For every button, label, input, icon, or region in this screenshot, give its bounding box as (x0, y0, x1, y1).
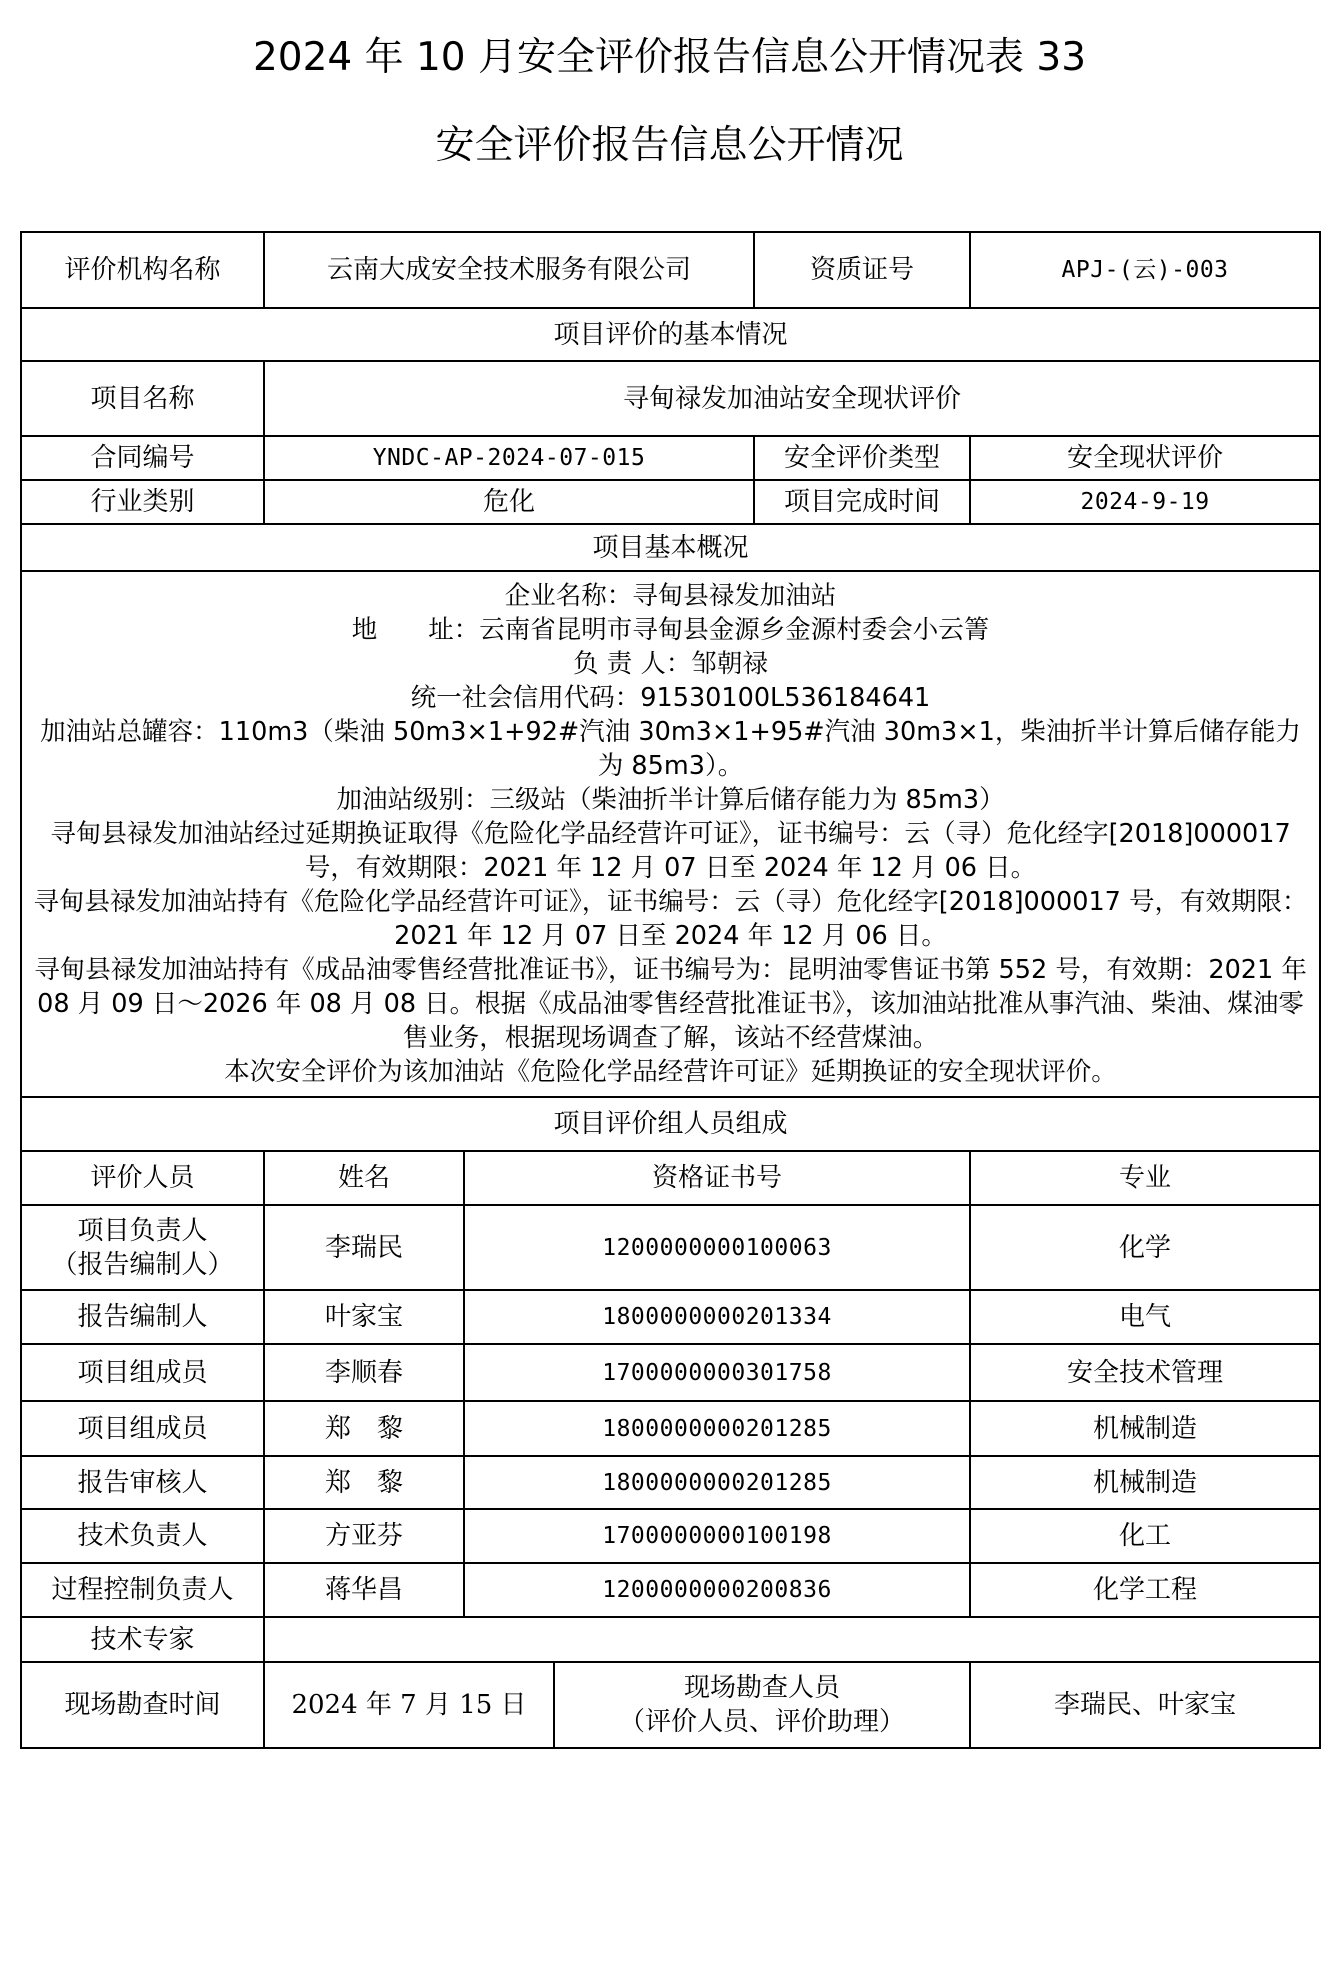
document-subtitle: 安全评价报告信息公开情况 (435, 123, 904, 168)
member-cert: 1700000000301758 (464, 1344, 970, 1401)
table-row (21, 1563, 1320, 1617)
overview-text (21, 571, 1320, 1097)
member-major: 安全技术管理 (970, 1344, 1320, 1401)
basic-header-row (21, 308, 1320, 361)
survey-row (21, 1662, 1320, 1748)
overview-line: 加油站级别：三级站（柴油折半计算后储存能力为 85m3） (336, 785, 1005, 815)
survey-time: 2024 年 7 月 15 日 (264, 1662, 554, 1748)
overview-line: 寻甸县禄发加油站持有《危险化学品经营许可证》，证书编号：云（寻）危化经字[2018]000017 号，有效期限：2021 年 12 月 07 日至 2024 年 12 月 06 日。 (33, 887, 1308, 951)
member-major: 化学工程 (970, 1563, 1320, 1617)
industry-label: 行业类别 (21, 480, 264, 524)
expert-value (264, 1617, 1320, 1662)
member-name: 郑 黎 (264, 1401, 464, 1456)
member-name: 叶家宝 (264, 1290, 464, 1344)
member-major: 化学 (970, 1205, 1320, 1290)
member-role-line: 项目负责人 (77, 1215, 208, 1246)
project-row (21, 361, 1320, 436)
overview-line: 加油站总罐容：110m3（柴油 50m3×1+92#汽油 30m3×1+95#汽油 30m3×1，柴油折半计算后储存能力为 85m3）。 (40, 717, 1301, 781)
eval-type: 安全现状评价 (970, 436, 1320, 480)
completion-date: 2024-9-19 (970, 480, 1320, 524)
column-header-role: 评价人员 (21, 1151, 264, 1205)
survey-time-label: 现场勘查时间 (21, 1662, 264, 1748)
member-role: 报告审核人 (21, 1456, 264, 1509)
overview-line: 企业名称：寻甸县禄发加油站 (504, 581, 837, 611)
survey-staff-label-note: （评价人员、评价助理） (619, 1707, 906, 1737)
member-cert: 1800000000201334 (464, 1290, 970, 1344)
member-major: 机械制造 (970, 1401, 1320, 1456)
overview-line: 寻甸县禄发加油站持有《成品油零售经营批准证书》，证书编号为：昆明油零售证书第 552 号，有效期：2021 年 08 月 09 日～2026 年 08 月 08 日。根据《成品油零售经营批准证书》，该加油站批准从事汽油、柴油、煤油零售业务，根据现场调查了解，该站不经营煤油。 (34, 955, 1307, 1053)
table-row (21, 1344, 1320, 1401)
member-role: 报告编制人 (21, 1290, 264, 1344)
member-major: 电气 (970, 1290, 1320, 1344)
overview-line: 地 址：云南省昆明市寻甸县金源乡金源村委会小云箐 (351, 615, 990, 645)
contract-label: 合同编号 (21, 436, 264, 480)
member-cert: 1700000000100198 (464, 1509, 970, 1563)
table-row (21, 1290, 1320, 1344)
eval-type-label: 安全评价类型 (754, 436, 970, 480)
overview-header-row (21, 524, 1320, 571)
overview-line: 本次安全评价为该加油站《危险化学品经营许可证》延期换证的安全现状评价。 (224, 1057, 1117, 1087)
expert-row (21, 1617, 1320, 1662)
org-name: 云南大成安全技术服务有限公司 (264, 232, 754, 308)
industry-row (21, 480, 1320, 524)
member-major: 机械制造 (970, 1456, 1320, 1509)
member-name: 李顺春 (264, 1344, 464, 1401)
member-name: 方亚芬 (264, 1509, 464, 1563)
org-name-label: 评价机构名称 (21, 232, 264, 308)
column-header-major: 专业 (970, 1151, 1320, 1205)
team-section-header: 项目评价组人员组成 (21, 1097, 1320, 1151)
project-name-label: 项目名称 (21, 361, 264, 436)
contract-number: YNDC-AP-2024-07-015 (264, 436, 754, 480)
document-title: 2024 年 10 月安全评价报告信息公开情况表 33 (252, 35, 1087, 80)
member-name: 郑 黎 (264, 1456, 464, 1509)
overview-line: 寻甸县禄发加油站经过延期换证取得《危险化学品经营许可证》，证书编号：云（寻）危化经字[2018]000017 号，有效期限：2021 年 12 月 07 日至 2024 年 12 月 06 日。 (50, 819, 1291, 883)
member-major: 化工 (970, 1509, 1320, 1563)
expert-label: 技术专家 (21, 1617, 264, 1662)
survey-staff: 李瑞民、叶家宝 (970, 1662, 1320, 1748)
table-row (21, 1205, 1320, 1290)
overview-line: 负 责 人：邹朝禄 (573, 649, 768, 679)
member-cert: 1800000000201285 (464, 1456, 970, 1509)
overview-row (21, 571, 1320, 1097)
member-role (21, 1205, 264, 1290)
industry: 危化 (264, 480, 754, 524)
table-row (21, 1456, 1320, 1509)
member-name: 李瑞民 (264, 1205, 464, 1290)
member-role: 项目组成员 (21, 1401, 264, 1456)
info-table (20, 231, 1321, 1749)
column-header-cert: 资格证书号 (464, 1151, 970, 1205)
member-cert: 1200000000100063 (464, 1205, 970, 1290)
member-role-note: （报告编制人） (51, 1249, 234, 1280)
column-header-name: 姓名 (264, 1151, 464, 1205)
team-header-row (21, 1097, 1320, 1151)
member-role: 过程控制负责人 (21, 1563, 264, 1617)
cert-label: 资质证号 (754, 232, 970, 308)
member-cert: 1800000000201285 (464, 1401, 970, 1456)
overview-section-header: 项目基本概况 (21, 524, 1320, 571)
team-columns-row (21, 1151, 1320, 1205)
contract-row (21, 436, 1320, 480)
completion-label: 项目完成时间 (754, 480, 970, 524)
table-row (21, 1401, 1320, 1456)
survey-staff-label (554, 1662, 970, 1748)
member-role: 技术负责人 (21, 1509, 264, 1563)
project-name: 寻甸禄发加油站安全现状评价 (264, 361, 1320, 436)
overview-line: 统一社会信用代码：91530100L536184641 (410, 683, 931, 713)
basic-section-header: 项目评价的基本情况 (21, 308, 1320, 361)
table-row (21, 1509, 1320, 1563)
survey-staff-label-line: 现场勘查人员 (684, 1673, 841, 1703)
cert-number: APJ-(云)-003 (970, 232, 1320, 308)
org-row (21, 232, 1320, 308)
member-cert: 1200000000200836 (464, 1563, 970, 1617)
member-name: 蒋华昌 (264, 1563, 464, 1617)
member-role: 项目组成员 (21, 1344, 264, 1401)
